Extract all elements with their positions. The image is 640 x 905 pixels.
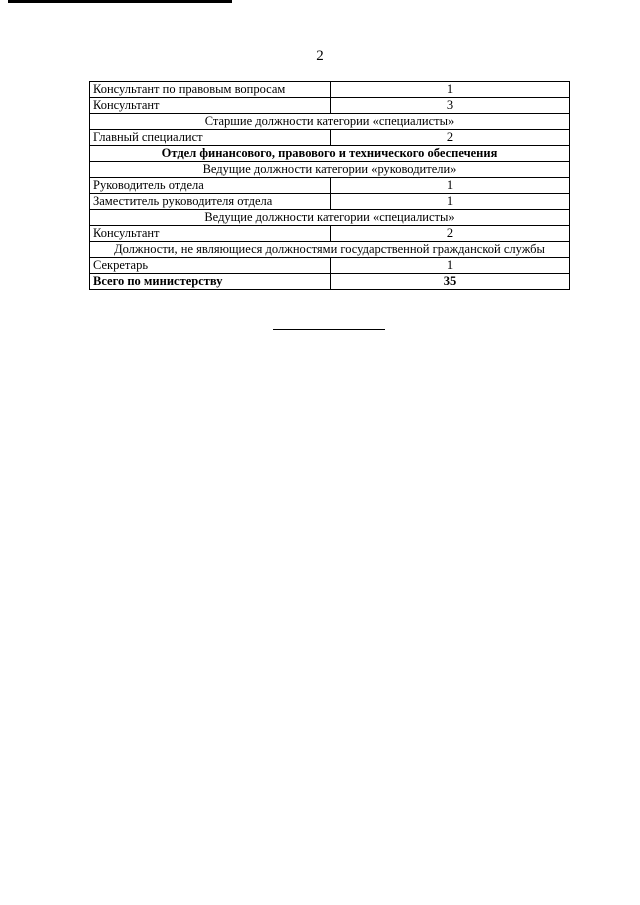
position-count: 1 bbox=[331, 178, 570, 194]
position-name: Главный специалист bbox=[90, 130, 331, 146]
position-count: 2 bbox=[331, 130, 570, 146]
position-count: 1 bbox=[331, 258, 570, 274]
position-name: Секретарь bbox=[90, 258, 331, 274]
position-count: 35 bbox=[331, 274, 570, 290]
table-row bbox=[90, 194, 570, 210]
section-header-row bbox=[90, 146, 570, 162]
table-row bbox=[90, 98, 570, 114]
position-count: 1 bbox=[331, 194, 570, 210]
section-header-row bbox=[90, 210, 570, 226]
table-row bbox=[90, 226, 570, 242]
position-name: Всего по министерству bbox=[90, 274, 331, 290]
section-header: Отдел финансового, правового и технического обеспечения bbox=[90, 146, 570, 162]
position-name: Консультант bbox=[90, 98, 331, 114]
total-row bbox=[90, 274, 570, 290]
section-header: Старшие должности категории «специалисты» bbox=[90, 114, 570, 130]
end-rule bbox=[273, 329, 385, 330]
section-header-row bbox=[90, 242, 570, 258]
section-header-row bbox=[90, 162, 570, 178]
table-row bbox=[90, 258, 570, 274]
page-number: 2 bbox=[316, 48, 324, 64]
staff-table-body bbox=[90, 82, 570, 290]
top-rule bbox=[8, 0, 232, 3]
section-header: Ведущие должности категории «руководители» bbox=[90, 162, 570, 178]
position-name: Консультант bbox=[90, 226, 331, 242]
section-header-row bbox=[90, 114, 570, 130]
position-name: Заместитель руководителя отдела bbox=[90, 194, 331, 210]
section-header: Должности, не являющиеся должностями государственной гражданской службы bbox=[90, 242, 570, 258]
section-header: Ведущие должности категории «специалисты» bbox=[90, 210, 570, 226]
position-count: 3 bbox=[331, 98, 570, 114]
table-row bbox=[90, 82, 570, 98]
position-name: Консультант по правовым вопросам bbox=[90, 82, 331, 98]
position-name: Руководитель отдела bbox=[90, 178, 331, 194]
position-count: 1 bbox=[331, 82, 570, 98]
staff-table bbox=[89, 81, 570, 290]
table-row bbox=[90, 178, 570, 194]
position-count: 2 bbox=[331, 226, 570, 242]
table-row bbox=[90, 130, 570, 146]
